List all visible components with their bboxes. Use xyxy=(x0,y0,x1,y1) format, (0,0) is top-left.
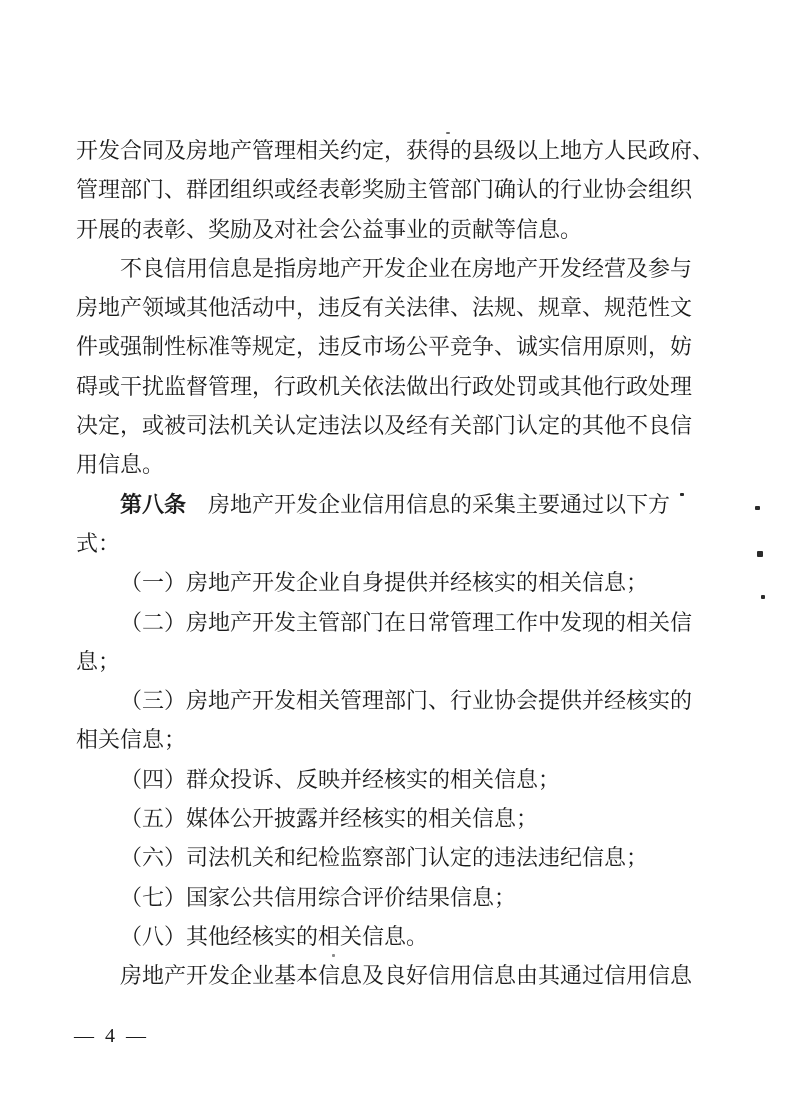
text-line: 不良信用信息是指房地产开发企业在房地产开发经营及参与 xyxy=(120,255,693,281)
scan-speck xyxy=(680,493,684,496)
scan-speck xyxy=(755,506,760,510)
scan-speck xyxy=(446,132,450,134)
list-item-2-continuation: 息； xyxy=(76,648,121,674)
page-number: — 4 — xyxy=(74,1025,149,1047)
scan-speck xyxy=(332,954,335,957)
text-line: 房地产领域其他活动中，违反有关法律、法规、规章、规范性文 xyxy=(76,295,693,321)
text-line: 碍或干扰监督管理，行政机关依法做出行政处罚或其他行政处理 xyxy=(76,373,693,399)
text-line: 式： xyxy=(76,530,121,556)
text-line: 开展的表彰、奖励及对社会公益事业的贡献等信息。 xyxy=(76,216,583,242)
article-number: 第八条 xyxy=(120,491,187,517)
scan-speck xyxy=(757,551,763,557)
list-item-8: （八）其他经核实的相关信息。 xyxy=(120,923,429,949)
text-line: 房地产开发企业基本信息及良好信用信息由其通过信用信息 xyxy=(120,963,693,989)
list-item-3: （三）房地产开发相关管理部门、行业协会提供并经核实的 xyxy=(120,688,693,714)
text-line: 用信息。 xyxy=(76,452,165,478)
list-item-6: （六）司法机关和纪检监察部门认定的违法违纪信息； xyxy=(120,845,649,871)
list-item-3-continuation: 相关信息； xyxy=(76,727,187,753)
text-line: 件或强制性标准等规定，违反市场公平竞争、诚实信用原则，妨 xyxy=(76,334,693,360)
text-line: 管理部门、群团组织或经表彰奖励主管部门确认的行业协会组织 xyxy=(76,177,693,203)
article-8-heading-line xyxy=(76,485,724,524)
list-item-4: （四）群众投诉、反映并经核实的相关信息； xyxy=(120,766,561,792)
list-item-5: （五）媒体公开披露并经核实的相关信息； xyxy=(120,806,539,832)
list-item-1: （一）房地产开发企业自身提供并经核实的相关信息； xyxy=(120,570,649,596)
list-item-7: （七）国家公共信用综合评价结果信息； xyxy=(120,884,517,910)
document-body xyxy=(76,131,724,996)
article-heading-text: 房地产开发企业信用信息的采集主要通过以下方 xyxy=(186,491,671,517)
text-line: 决定，或被司法机关认定违法以及经有关部门认定的其他不良信 xyxy=(76,413,693,439)
scan-speck xyxy=(761,595,765,599)
list-item-2: （二）房地产开发主管部门在日常管理工作中发现的相关信 xyxy=(120,609,693,635)
text-line: 开发合同及房地产管理相关约定，获得的县级以上地方人民政府、 xyxy=(76,138,715,163)
